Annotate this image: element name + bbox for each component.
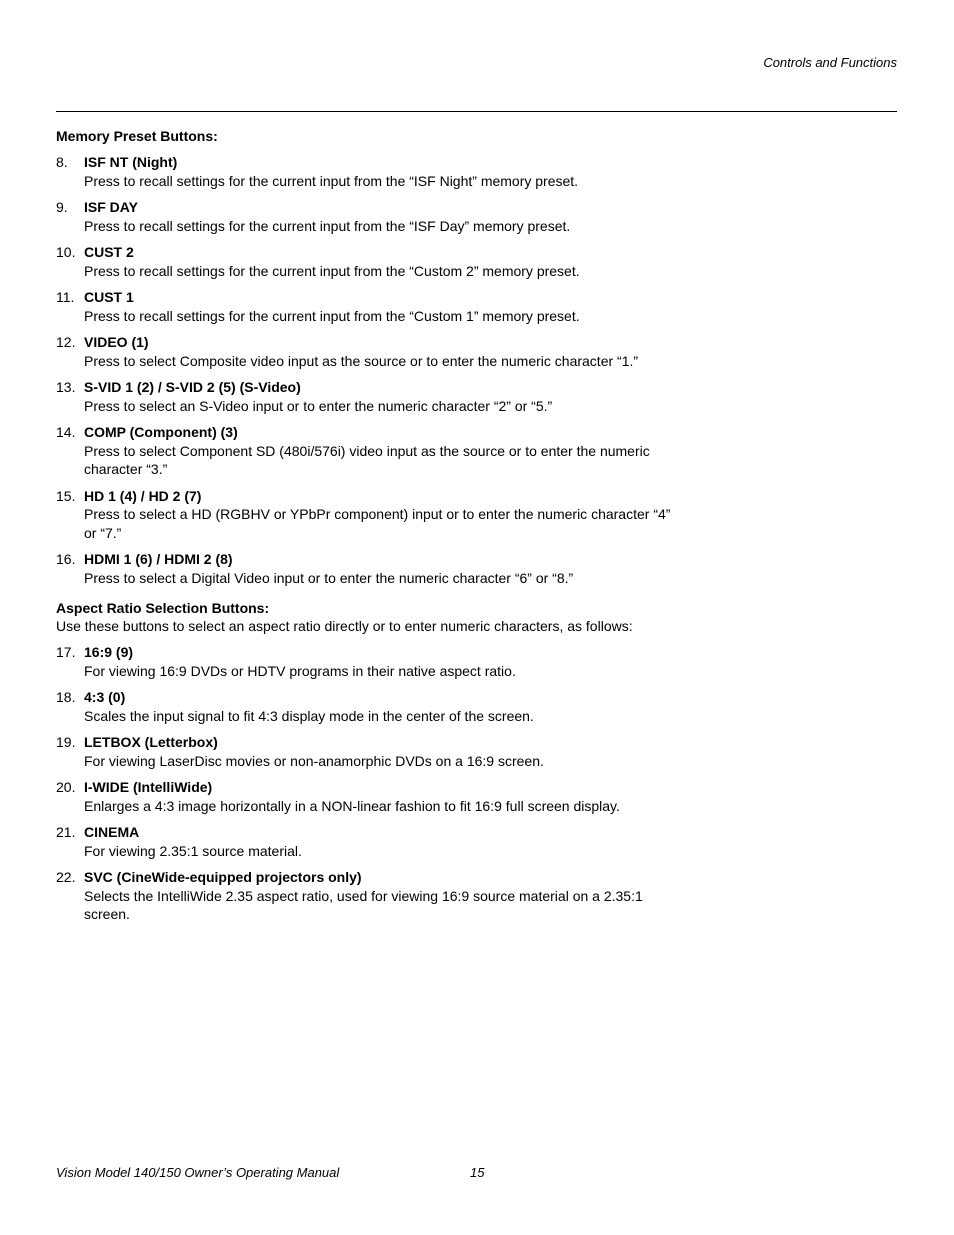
- list-item: [56, 778, 676, 815]
- item-name: S-VID 1 (2) / S-VID 2 (5) (S-Video): [84, 379, 301, 395]
- aspect-ratio-list: [56, 643, 676, 924]
- item-number: 8.: [56, 154, 68, 170]
- item-description: Enlarges a 4:3 image horizontally in a NON-linear fashion to fit 16:9 full screen display.: [84, 797, 620, 814]
- item-number: 14.: [56, 424, 76, 440]
- item-name: CINEMA: [84, 824, 140, 840]
- item-description: Scales the input signal to fit 4:3 display mode in the center of the screen.: [84, 707, 534, 724]
- item-description: Press to select a Digital Video input or to enter the numeric character “6” or “8.”: [84, 569, 574, 586]
- item-number: 16.: [56, 551, 76, 567]
- item-number: 20.: [56, 779, 76, 795]
- list-item: [56, 288, 676, 325]
- item-number: 15.: [56, 487, 76, 504]
- item-name: I-WIDE (IntelliWide): [84, 779, 213, 795]
- page-number: 15: [470, 1165, 485, 1180]
- item-number: 12.: [56, 334, 76, 350]
- memory-preset-heading: Memory Preset Buttons:: [56, 128, 218, 144]
- item-number: 11.: [56, 289, 75, 305]
- item-name: SVC (CineWide-equipped projectors only): [84, 869, 362, 885]
- item-name: CUST 1: [84, 289, 134, 305]
- list-item: [56, 733, 676, 770]
- item-name: CUST 2: [84, 244, 134, 260]
- header-divider: [56, 111, 897, 112]
- item-name: LETBOX (Letterbox): [84, 734, 218, 750]
- item-number: 19.: [56, 734, 76, 750]
- item-name: ISF NT (Night): [84, 154, 178, 170]
- item-description: Press to select Composite video input as the source or to enter the numeric character “1.”: [84, 352, 639, 369]
- item-name: HDMI 1 (6) / HDMI 2 (8): [84, 551, 233, 567]
- running-header: Controls and Functions: [763, 55, 897, 70]
- list-item: [56, 550, 676, 587]
- list-item: [56, 487, 676, 543]
- item-description: For viewing 2.35:1 source material.: [84, 842, 302, 859]
- item-number: 22.: [56, 869, 76, 885]
- item-description: Selects the IntelliWide 2.35 aspect ratio, used for viewing 16:9 source material on a 2.35:1 screen.: [84, 887, 643, 922]
- aspect-ratio-intro: Use these buttons to select an aspect ratio directly or to enter numeric characters, as follows:: [56, 618, 633, 634]
- list-item: [56, 243, 676, 280]
- item-name: HD 1 (4) / HD 2 (7): [84, 487, 202, 504]
- item-description: Press to recall settings for the current input from the “ISF Night” memory preset.: [84, 172, 579, 189]
- list-item: [56, 333, 676, 370]
- list-item: [56, 823, 676, 860]
- footer-manual-title: Vision Model 140/150 Owner’s Operating Manual: [56, 1165, 340, 1180]
- item-number: 17.: [56, 644, 76, 660]
- item-description: Press to select Component SD (480i/576i) video input as the source or to enter the numeric character “3.”: [84, 442, 650, 477]
- list-item: [56, 378, 676, 415]
- item-number: 10.: [56, 244, 76, 260]
- aspect-ratio-heading: Aspect Ratio Selection Buttons:: [56, 600, 270, 616]
- item-description: Press to select an S-Video input or to enter the numeric character “2” or “5.”: [84, 397, 553, 414]
- list-item: [56, 868, 676, 924]
- item-name: 16:9 (9): [84, 644, 134, 660]
- item-number: 9.: [56, 199, 68, 215]
- item-description: For viewing 16:9 DVDs or HDTV programs in their native aspect ratio.: [84, 662, 516, 679]
- item-description: Press to recall settings for the current input from the “ISF Day” memory preset.: [84, 217, 571, 234]
- item-description: Press to recall settings for the current input from the “Custom 2” memory preset.: [84, 262, 580, 279]
- memory-preset-list: [56, 153, 676, 587]
- item-name: COMP (Component) (3): [84, 424, 238, 440]
- page-content: [56, 127, 676, 924]
- item-name: ISF DAY: [84, 199, 138, 215]
- list-item: [56, 688, 676, 725]
- item-description: Press to recall settings for the current input from the “Custom 1” memory preset.: [84, 307, 580, 324]
- item-name: 4:3 (0): [84, 689, 126, 705]
- item-name: VIDEO (1): [84, 334, 149, 350]
- item-number: 21.: [56, 824, 76, 840]
- list-item: [56, 643, 676, 680]
- list-item: [56, 153, 676, 190]
- list-item: [56, 198, 676, 235]
- list-item: [56, 423, 676, 479]
- item-description: For viewing LaserDisc movies or non-anamorphic DVDs on a 16:9 screen.: [84, 752, 544, 769]
- item-number: 18.: [56, 689, 76, 705]
- item-number: 13.: [56, 379, 76, 395]
- item-description: Press to select a HD (RGBHV or YPbPr component) input or to enter the numeric character “4” or “7.”: [84, 506, 671, 541]
